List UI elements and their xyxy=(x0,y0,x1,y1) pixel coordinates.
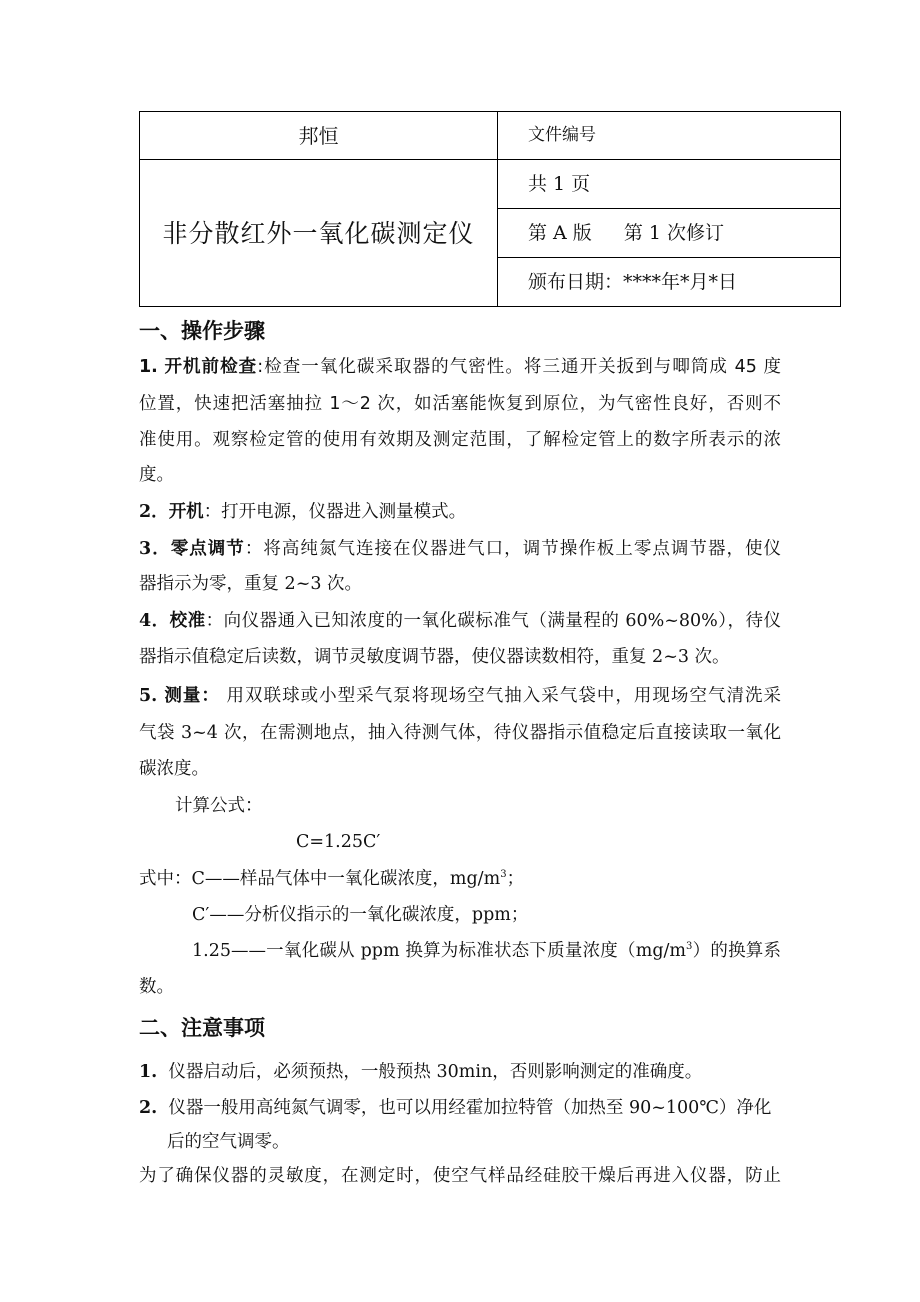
step1-line2: 位置，快速把活塞抽拉 1～2 次，如活塞能恢复到原位，为气密性良好，否则不 xyxy=(139,394,781,414)
step1-line4: 度。 xyxy=(139,465,174,485)
section-heading-operation-steps: 一、操作步骤 xyxy=(139,319,265,343)
company-name: 邦恒 xyxy=(140,112,498,160)
step5-number: 5. xyxy=(139,686,165,706)
step3-label: 零点调节 xyxy=(170,539,245,559)
formula-intro: 计算公式： xyxy=(175,796,263,816)
step5-line1: 5. 测量： 用双联球或小型采气泵将现场空气抽入采气袋中，用现场空气清洗采 xyxy=(139,686,782,706)
step5-label: 测量： xyxy=(164,686,220,706)
note2-line1: 2. 仪器一般用高纯氮气调零，也可以用经霍加拉特管（加热至 90~100℃）净化 xyxy=(139,1098,772,1118)
step3-line1: 3．零点调节：将高纯氮气连接在仪器进气口，调节操作板上零点调节器，使仪 xyxy=(139,539,782,559)
doc-number-label: 文件编号 xyxy=(498,112,841,160)
formula: C=1.25C′ xyxy=(296,832,381,852)
step1-line3: 准使用。观察检定管的使用有效期及测定范围，了解检定管上的数字所表示的浓 xyxy=(139,430,781,450)
where-line2: C′——分析仪指示的一氧化碳浓度，ppm； xyxy=(192,905,529,925)
step2-line1: 2．开机：打开电源，仪器进入测量模式。 xyxy=(139,502,467,522)
step2-label: 开机 xyxy=(168,502,204,522)
step1-label: 开机前检查 xyxy=(164,357,258,377)
version: 第 A 版 xyxy=(528,221,592,244)
where-line3: 1.25——一氧化碳从 ppm 换算为标准状态下质量浓度$(mg/m^3)$的换算系 xyxy=(192,941,782,961)
step1-line1: 1. 开机前检查:检查一氧化碳采取器的气密性。将三通开关扳到与唧筒成 45 度 xyxy=(139,357,781,377)
publish-date: 颁布日期：****年*月*日 xyxy=(498,258,841,307)
note1-number: 1. xyxy=(139,1062,158,1082)
step4-label: 校准 xyxy=(169,611,206,631)
step1-number: 1. xyxy=(139,357,158,377)
page-count: 共 1 页 xyxy=(498,160,841,209)
step3-line2: 器指示为零，重复 2~3 次。 xyxy=(139,574,363,594)
step4-number: 4． xyxy=(139,611,170,631)
note2-line2: 后的空气调零。 xyxy=(167,1132,290,1152)
step3-number: 3． xyxy=(139,539,171,559)
document-header-table xyxy=(139,111,841,307)
revision: 第 1 次修订 xyxy=(623,221,724,244)
step5-line3: 碳浓度。 xyxy=(139,759,209,779)
where-line4: 数。 xyxy=(139,977,174,997)
step4-line1: 4．校准：向仪器通入已知浓度的一氧化碳标准气（满量程的 60%~80%），待仪 xyxy=(139,611,781,631)
version-info xyxy=(498,209,841,258)
section-heading-notes: 二、注意事项 xyxy=(139,1016,265,1040)
paragraph-line1: 为了确保仪器的灵敏度，在测定时，使空气样品经硅胶干燥后再进入仪器，防止 xyxy=(139,1166,781,1186)
note1: 1. 仪器启动后，必须预热，一般预热 30min，否则影响测定的准确度。 xyxy=(139,1062,703,1082)
note2-number: 2. xyxy=(139,1098,158,1118)
document-title: 非分散红外一氧化碳测定仪 xyxy=(140,160,498,307)
step5-line2: 气袋 3~4 次，在需测地点，抽入待测气体，待仪器指示值稳定后直接读取一氧化 xyxy=(139,723,781,743)
step2-number: 2． xyxy=(139,502,169,522)
where-line1: 式中：C——样品气体中一氧化碳浓度，$mg/m^3$； xyxy=(139,869,525,889)
step4-line2: 器指示值稳定后读数，调节灵敏度调节器，使仪器读数相符，重复 2~3 次。 xyxy=(139,647,730,667)
